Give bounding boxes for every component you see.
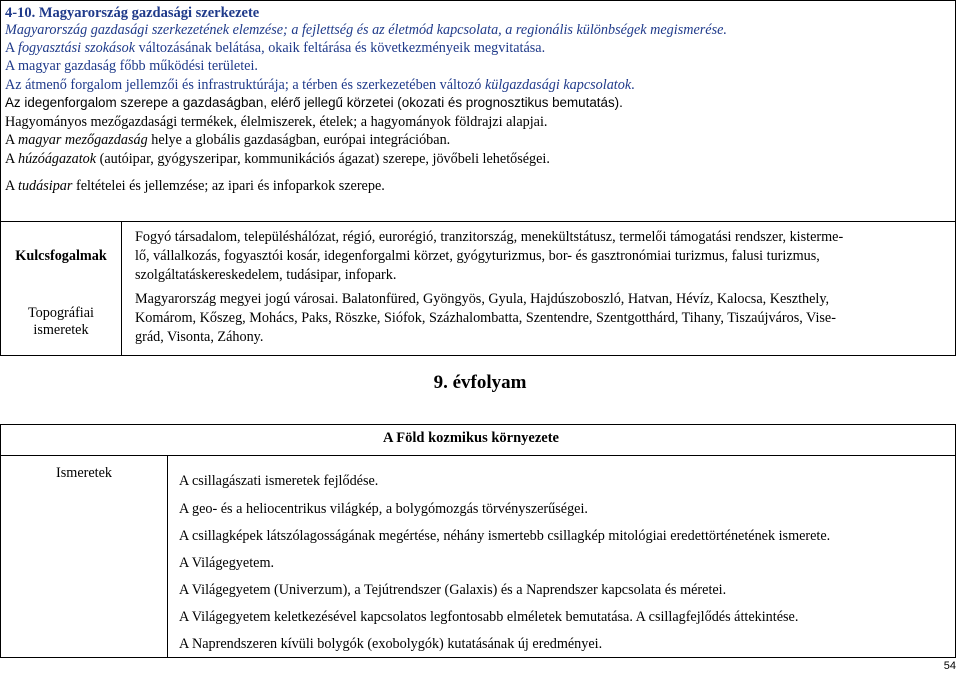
cosmic-title: A Föld kozmikus környezete — [382, 430, 559, 446]
topografiai-label-2: ismeretek — [33, 322, 89, 338]
section-text: . — [631, 77, 635, 93]
section-line — [5, 95, 623, 111]
section-line — [5, 114, 547, 130]
section-text: A magyar gazdaság főbb működési területei. — [5, 58, 258, 74]
section-text: helye a globális gazdaságban, európai integrációban. — [147, 132, 451, 148]
cosmic-item: A geo- és a heliocentrikus világkép, a bolygómozgás törvényszerűségei. — [179, 501, 588, 517]
section-emphasis: fogyasztási szokások — [18, 40, 136, 56]
section-text: A — [5, 132, 19, 148]
section-text: Az idegenforgalom szerepe a gazdaságban, elérő jellegű körzetei (okozati és prognosztikus bemutatás). — [5, 95, 623, 110]
section-emphasis: húzóágazatok — [18, 151, 97, 167]
cosmic-item: A csillagképek látszólagosságának megértése, néhány ismertebb csillagkép mitológiai eredettörténetének ismerete. — [179, 528, 831, 544]
kulcsfogalmak-label: Kulcsfogalmak — [15, 248, 107, 264]
ismeretek-label: Ismeretek — [56, 465, 112, 481]
grade-heading: 9. évfolyam — [433, 372, 527, 393]
section-line — [5, 178, 385, 194]
topografiai-line: grád, Visonta, Záhony. — [135, 329, 264, 345]
section-emphasis: magyar mezőgazdaság — [18, 132, 148, 148]
section-emphasis: külgazdasági kapcsolatok — [484, 77, 632, 93]
topografiai-line: Komárom, Kőszeg, Mohács, Paks, Röszke, Siófok, Százhalombatta, Szentendre, Szentgotthárd, Tihany, Tiszaújváros, Vise- — [135, 310, 836, 326]
section-line — [5, 132, 450, 148]
section-text: A — [5, 40, 19, 56]
cosmic-item: A csillagászati ismeretek fejlődése. — [179, 473, 379, 489]
section-text: Hagyományos mezőgazdasági termékek, élelmiszerek, ételek; a hagyományok földrajzi alapjai. — [5, 114, 548, 130]
kulcsfogalmak-line: szolgáltatáskereskedelem, tudásipar, infopark. — [135, 267, 397, 283]
cosmic-item: A Világegyetem. — [179, 555, 275, 571]
section-line — [5, 40, 545, 56]
cosmic-divider-horizontal — [1, 455, 955, 456]
section-line — [5, 22, 727, 38]
section-text: A — [5, 178, 19, 194]
section-title — [5, 5, 259, 21]
cosmic-item: A Világegyetem keletkezésével kapcsolatos legfontosabb elméletek bemutatása. A csillagfejlődés áttekintése. — [179, 609, 799, 625]
topografiai-label-1: Topográfiai — [28, 305, 94, 321]
kulcsfogalmak-line: Fogyó társadalom, településhálózat, régió, eurorégió, tranzitország, menekültstátusz, termelői támogatási rendszer, kisterme- — [135, 229, 844, 245]
topografiai-line: Magyarország megyei jogú városai. Balatonfüred, Gyöngyös, Gyula, Hajdúszoboszló, Hatvan, Hévíz, Kalocsa, Keszthely, — [135, 291, 830, 307]
section-4-10-box — [0, 0, 956, 222]
section-line — [5, 58, 258, 74]
section-title-text: 4-10. Magyarország gazdasági szerkezete — [5, 5, 260, 21]
page-number: 54 — [943, 660, 956, 672]
section-text: változásának belátása, okaik feltárása és következményeik megvitatása. — [135, 40, 546, 56]
section-text: (autóipar, gyógyszeripar, kommunikációs ágazat) szerepe, jövőbeli lehetőségei. — [96, 151, 550, 167]
cosmic-box — [0, 424, 956, 658]
section-text: megismerése. — [646, 22, 727, 38]
cosmic-item: A Világegyetem (Univerzum), a Tejútrendszer (Galaxis) és a Naprendszer kapcsolata és méretei. — [179, 582, 727, 598]
section-text: A — [5, 151, 19, 167]
concepts-box — [0, 222, 956, 356]
section-text: nek elemzése; a fejlettség és az életmód kapcsolata, a — [209, 22, 516, 38]
cosmic-divider-vertical — [167, 455, 168, 657]
cosmic-item: A Naprendszeren kívüli bolygók (exobolygók) kutatásának új eredményei. — [179, 636, 603, 652]
concepts-divider-vertical — [121, 222, 122, 355]
section-emphasis: tudásipar — [18, 178, 73, 194]
section-emphasis: Magyarország gazdasági szerkezeté — [5, 22, 210, 38]
section-text: Az átmenő forgalom jellemzői és infrastruktúrája; a térben és szerkezetében változó — [5, 77, 485, 93]
kulcsfogalmak-line: lő, vállalkozás, fogyasztói kosár, idegenforgalmi körzet, gyógyturizmus, bor- és gasztronómiai turizmus, falusi turizmus, — [135, 248, 820, 264]
section-emphasis: regionális különbségek — [515, 22, 647, 38]
section-line — [5, 151, 550, 167]
section-text: feltételei és jellemzése; az ipari és infoparkok szerepe. — [72, 178, 385, 194]
section-line — [5, 77, 635, 93]
